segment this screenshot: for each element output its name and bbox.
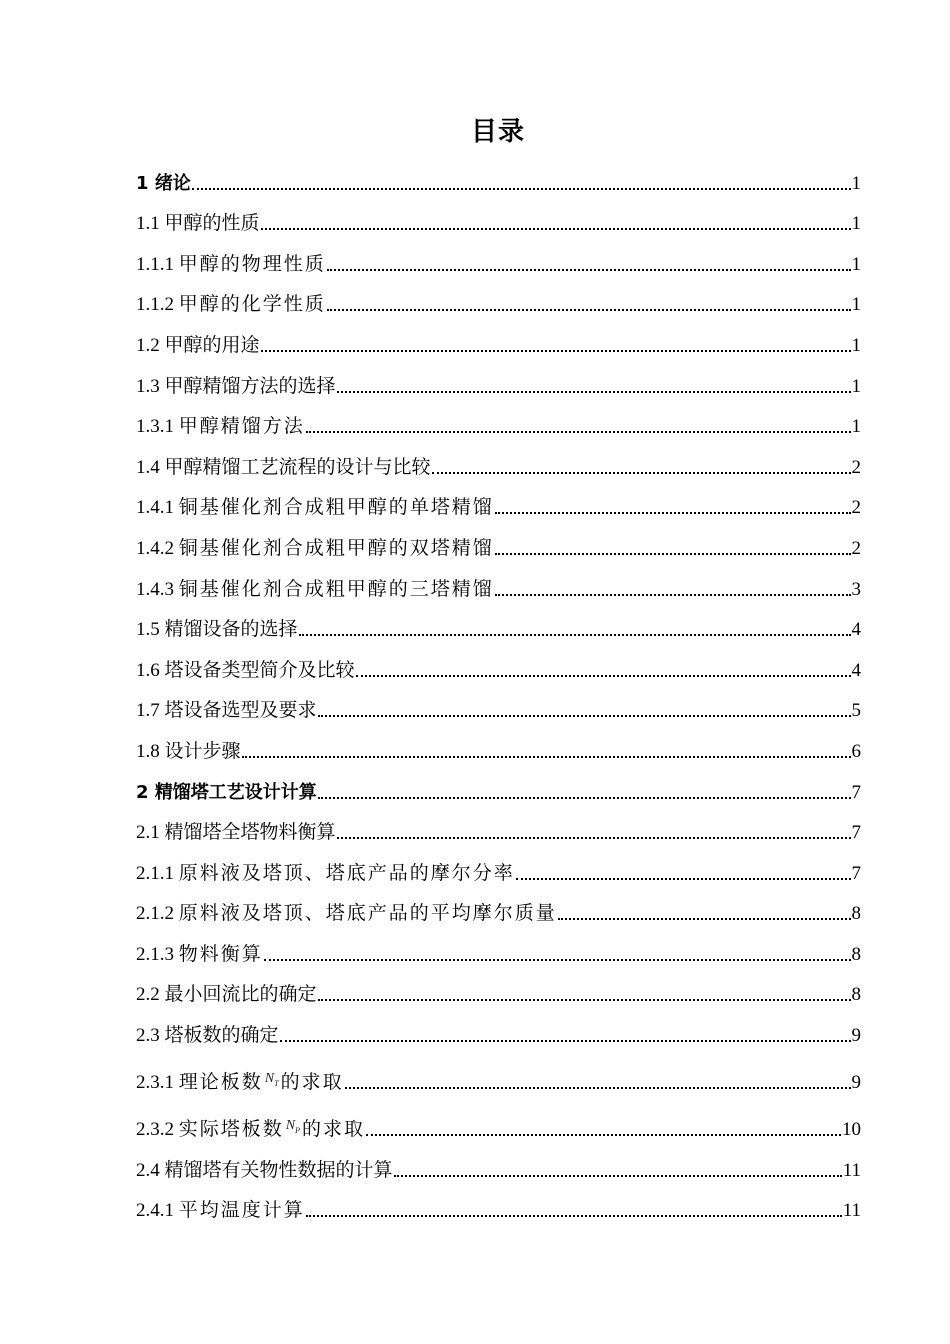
section-title: 平均温度计算 [178,1200,305,1222]
page-number: 9 [851,1072,861,1094]
toc-entry[interactable] [136,322,861,363]
math-symbol-base: N [285,1118,296,1134]
section-number: 1.1.2 [136,294,174,316]
page-number: 1 [851,294,861,316]
dot-leader [495,553,851,555]
section-title: 甲醇精馏工艺流程的设计与比较 [164,456,431,478]
toc-entry-label [136,371,336,404]
section-title: 精馏设备的选择 [164,619,298,641]
section-title: 甲醇精馏方法的选择 [164,375,336,397]
toc-entry[interactable] [136,891,861,932]
section-title: 甲醇的物理性质 [178,253,326,275]
section-number: 1.4 [136,456,160,478]
dot-leader [327,269,851,271]
section-number: 1.4.3 [136,578,174,600]
dot-leader [432,472,851,474]
section-number: 2.2 [136,984,160,1006]
section-number: 2.4.1 [136,1200,174,1222]
toc-title: 目录 [470,117,525,147]
toc-entry[interactable] [136,282,861,323]
toc-entry[interactable] [136,769,861,810]
page-number: 8 [851,943,861,965]
section-number: 1.3.1 [136,416,174,438]
toc-list [136,160,861,1228]
section-number: 2.3.1 [136,1072,174,1094]
toc-entry[interactable] [136,972,861,1013]
dot-leader [495,594,851,596]
toc-entry[interactable] [136,931,861,972]
dot-leader [280,1040,851,1042]
section-number: 1.4.2 [136,537,174,559]
section-title: 精馏塔有关物性数据的计算 [164,1159,393,1181]
dot-leader [337,837,851,839]
toc-entry-label [136,1155,393,1188]
section-title: 甲醇精馏方法 [178,416,305,438]
toc-entry[interactable] [136,241,861,282]
section-number: 2.3 [136,1025,160,1047]
toc-entry[interactable] [136,728,861,769]
section-number: 2 [136,781,149,803]
page-number: 1 [851,253,861,275]
toc-entry-label [136,574,494,607]
section-title: 塔设备类型简介及比较 [164,659,355,681]
toc-entry[interactable] [136,647,861,688]
section-title: 物料衡算 [178,943,263,965]
toc-entry-label [136,330,260,363]
page-number: 1 [851,213,861,235]
toc-entry-label [136,1067,344,1100]
dot-leader [261,228,851,230]
toc-entry[interactable] [136,1012,861,1053]
section-title: 最小回流比的确定 [164,984,317,1006]
section-title: 铜基催化剂合成粗甲醇的三塔精馏 [178,578,494,600]
toc-entry-label [136,655,355,688]
toc-entry[interactable] [136,363,861,404]
page-number: 1 [851,375,861,397]
math-symbol-subscript: T [274,1078,279,1088]
section-number: 2.4 [136,1159,160,1181]
section-title: 甲醇的化学性质 [178,294,326,316]
section-title: 甲醇的性质 [164,213,260,235]
page-number: 7 [851,862,861,884]
section-number: 1.1 [136,213,160,235]
toc-entry-label [136,736,241,769]
dot-leader [318,999,851,1001]
section-number: 1 [136,172,149,194]
dot-leader [261,350,851,352]
dot-leader [306,431,851,433]
toc-entry[interactable] [136,1188,861,1229]
section-number: 1.7 [136,700,160,722]
section-number: 2.1.1 [136,862,174,884]
dot-leader [366,1134,841,1136]
dot-leader [318,797,851,799]
page-number: 9 [851,1025,861,1047]
section-title: 原料液及塔顶、塔底产品的摩尔分率 [178,862,515,884]
toc-entry[interactable] [136,525,861,566]
page-number: 3 [851,578,861,600]
dot-leader [318,715,851,717]
section-number: 1.2 [136,334,160,356]
section-title: 铜基催化剂合成粗甲醇的双塔精馏 [178,537,494,559]
page-number: 2 [851,456,861,478]
section-title: 绪论 [154,172,191,194]
toc-entry[interactable] [136,160,861,201]
section-number: 2.3.2 [136,1119,174,1141]
section-number: 1.4.1 [136,497,174,519]
section-title: 实际塔板数 [178,1119,284,1141]
toc-entry[interactable] [136,1147,861,1188]
section-title: 精馏塔全塔物料衡算 [164,822,336,844]
toc-entry-label [136,614,298,647]
page-number: 7 [851,781,861,803]
section-title-suffix: 的求取 [280,1072,344,1094]
page-number: 11 [842,1159,861,1181]
dot-leader [516,878,851,880]
toc-entry-label [136,169,191,201]
toc-entry[interactable] [136,404,861,445]
page-number: 8 [851,984,861,1006]
page-number: 2 [851,537,861,559]
toc-entry-label [136,533,494,566]
page-number: 1 [851,334,861,356]
page-number: 11 [842,1200,861,1222]
page-number: 7 [851,822,861,844]
page-number: 5 [851,700,861,722]
toc-entry[interactable] [136,688,861,729]
dot-leader [242,756,851,758]
page-number: 4 [851,659,861,681]
section-number: 1.8 [136,740,160,762]
section-number: 2.1 [136,822,160,844]
section-title: 塔设备选型及要求 [164,700,317,722]
dot-leader [192,188,851,190]
toc-entry-label [136,1114,365,1147]
page-number: 1 [851,172,861,194]
dot-leader [306,1215,842,1217]
toc-entry[interactable] [136,850,861,891]
toc-entry-label [136,208,260,241]
page-number: 1 [851,416,861,438]
toc-entry-label [136,695,317,728]
section-title: 甲醇的用途 [164,334,260,356]
toc-entry-label [136,1195,305,1228]
toc-entry-label [136,452,431,485]
toc-entry[interactable] [136,1100,861,1147]
page-number: 8 [851,903,861,925]
dot-leader [495,512,851,514]
math-symbol-base: N [264,1071,275,1087]
toc-entry-label [136,898,557,931]
dot-leader [337,391,851,393]
dot-leader [299,634,851,636]
toc-entry[interactable] [136,810,861,851]
dot-leader [345,1087,851,1089]
page-number: 6 [851,740,861,762]
toc-entry[interactable] [136,607,861,648]
section-title: 设计步骤 [164,740,241,762]
dot-leader [264,959,851,961]
section-number: 1.5 [136,619,160,641]
toc-entry[interactable] [136,1053,861,1100]
section-title: 铜基催化剂合成粗甲醇的单塔精馏 [178,497,494,519]
toc-entry-label [136,411,305,444]
toc-entry[interactable] [136,485,861,526]
page-number: 2 [851,497,861,519]
toc-entry-label [136,1020,279,1053]
toc-entry-label [136,249,326,282]
toc-entry-label [136,858,515,891]
dot-leader [327,309,851,311]
toc-entry[interactable] [136,566,861,607]
toc-entry[interactable] [136,201,861,242]
section-number: 1.3 [136,375,160,397]
toc-entry[interactable] [136,444,861,485]
toc-entry-label [136,492,494,525]
section-title: 精馏塔工艺设计计算 [154,781,317,803]
section-number: 1.1.1 [136,253,174,275]
page-number: 4 [851,619,861,641]
section-title-suffix: 的求取 [302,1119,366,1141]
toc-entry-label [136,939,263,972]
dot-leader [356,675,851,677]
math-symbol [286,1118,300,1133]
math-symbol [265,1071,279,1086]
section-number: 1.6 [136,659,160,681]
page-number: 10 [842,1119,861,1141]
toc-entry-label [136,817,336,850]
section-title: 原料液及塔顶、塔底产品的平均摩尔质量 [178,903,557,925]
section-number: 2.1.3 [136,943,174,965]
dot-leader [394,1175,842,1177]
section-title: 塔板数的确定 [164,1025,279,1047]
math-symbol-subscript: P [295,1125,300,1135]
section-number: 2.1.2 [136,903,174,925]
toc-entry-label [136,289,326,322]
dot-leader [558,918,851,920]
section-title: 理论板数 [178,1072,263,1094]
toc-entry-label [136,979,317,1012]
toc-entry-label [136,778,317,810]
